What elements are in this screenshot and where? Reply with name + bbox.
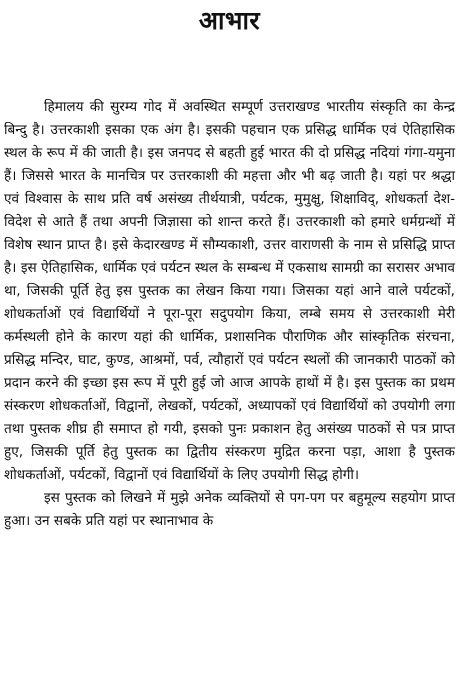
body-text <box>4 96 455 533</box>
paragraph-1: हिमालय की सुरम्य गोद में अवस्थित सम्पूर्ण उत्तराखण्ड भारतीय संस्कृति का केन्द्र बिन्दु है। उत्तरकाशी इसका एक अंग है। इसकी पहचान एक प्रसिद्ध धार्मिक एवं ऐतिहासिक स्थल के रूप में की जाती है। इस जनपद से बहती हुई भारत की दो प्रसिद्ध नदियां गंगा-यमुना हैं। जिससे भारत के मानचित्र पर उत्तरकाशी की महत्ता और भी बढ़ जाती है। यहां पर श्रद्धा एवं विश्वास के साथ प्रति वर्ष असंख्य तीर्थयात्री, पर्यटक, मुमुक्षु, शिक्षाविद्, शोधकर्ता देश-विदेश से आते हैं तथा अपनी जिज्ञासा को शान्त करते हैं। उत्तरकाशी को हमारे धर्मग्रन्थों में विशेष स्थान प्राप्त है। इसे केदारखण्ड में सौम्यकाशी, उत्तर वाराणसी के नाम से प्रसिद्धि प्राप्त है। इस ऐतिहासिक, धार्मिक एवं पर्यटन स्थल के सम्बन्ध में एकसाथ सामग्री का सरासर अभाव था, जिसकी पूर्ति हेतु इस पुस्तक का लेखन किया गया। जिसका यहां आने वाले पर्यटकों, शोधकर्ताओं एवं विद्यार्थियों ने पूरा-पूरा सदुपयोग किया, लम्बे समय से उत्तरकाशी मेरी कर्मस्थली होने के कारण यहां की धार्मिक, प्रशासनिक पौराणिक और सांस्कृतिक संरचना, प्रसिद्ध मन्दिर, घाट, कुण्ड, आश्रमों, पर्व, त्यौहारों एवं पर्यटन स्थलों की जानकारी पाठकों को प्रदान करने की इच्छा इस रूप में पूरी हुई जो आज आपके हाथों में है। इस पुस्तक का प्रथम संस्करण शोधकर्ताओं, विद्वानों, लेखकों, पर्यटकों, अध्यापकों एवं विद्यार्थियों को उपयोगी लगा तथा पुस्तक शीघ्र ही समाप्त हो गयी, इसको पुनः प्रकाशन हेतु असंख्य पाठकों से पत्र प्राप्त हुए, जिसकी पूर्ति हेतु पुस्तक का द्वितीय संस्करण मुद्रित करना पड़ा, आशा है पुस्तक शोधकर्ताओं, पर्यटकों, विद्वानों एवं विद्यार्थियों के लिए उपयोगी सिद्ध होगी। <box>4 99 455 483</box>
paragraph-2: इस पुस्तक को लिखने में मुझे अनेक व्यक्तियों से पग-पग पर बहुमूल्य सहयोग प्राप्त हुआ। उन सबके प्रति यहां पर स्थानाभाव के <box>4 490 455 529</box>
page-title: आभार <box>198 6 261 35</box>
